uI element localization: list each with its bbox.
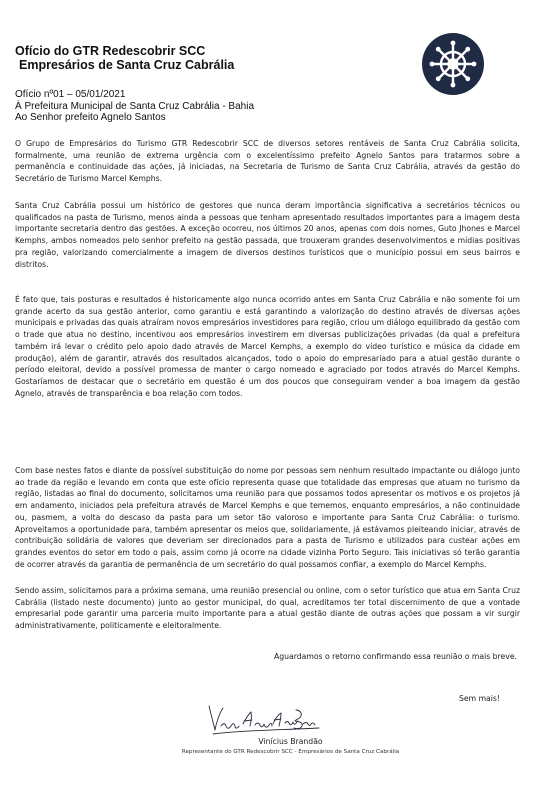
title-line-2: Empresários de Santa Cruz Cabrália [19,58,235,72]
address-block [15,89,254,124]
signer-role: Representante do GTR Redescobrir SCC - Empresários de Santa Cruz Cabrália [181,749,400,755]
ship-wheel-icon [422,33,484,95]
recipient-line: À Prefeitura Municipal de Santa Cruz Cabrália - Bahia [15,100,255,112]
sign-off: Sem mais! [459,694,500,703]
reference-line: Ofício nº01 – 05/01/2021 [15,89,126,100]
body-paragraph-1: O Grupo de Empresários do Turismo GTR Redescobrir SCC de diversos setores rentáveis de Santa Cruz Cabrália solicita, formalmente, uma reunião de extrema urgência com o excelentíssimo prefeito Agnelo Santos para tratarmos sobre a permanência e continuidade das ações, já iniciadas, na Secretaria de Turismo de Santa Cruz Cabrália, através da gestão do Secretário de Turismo Marcel Kemphs. [15,139,520,184]
body-paragraph-5: Sendo assim, solicitamos para a próxima semana, uma reunião presencial ou online, com o setor turístico que atua em Santa Cruz Cabrália (listado neste documento) junto ao gestor municipal, do qual, acreditamos ter total discernimento de que a vontade empresarial pode garantir uma parceria muito importante para a atual gestão diante de outras ações que possam a vir surgir administrativamente, politicamente e eleitoralmente. [15,586,520,631]
body-paragraph-3: É fato que, tais posturas e resultados é historicamente algo nunca ocorrido antes em Santa Cruz Cabrália e não somente foi um grande acerto da sua gestão anterior, como garantiu e está garantindo a valorização do destino através de diversas ações municipais e privadas das quais atraíram novos empresários investidores para região, criou um diálogo equilibrado da gestão com o trade que atua no destino, incentivou aos empresários investirem em diversas publicizações privadas (da qual a prefeitura também irá levar o crédito pelo apoio dado através de Marcel Kemphs, a exemplo do vídeo turístico e música da cidade em produção), além de garantir, através dos resultados alcançados, todo o apoio do empresariado para a atual gestão durante o período eleitoral, devido a possível promessa de manter o cargo nomeado e agraciado por todos através do Marcel Kemphs. Gostaríamos de destacar que o secretário em questão é um dos poucos que conseguiram vender a boa imagem da gestão Agnelo, através de transparência e boa relação com todos. [15,295,520,398]
body-paragraph-2: Santa Cruz Cabrália possui um histórico de gestores que nunca deram importância significativa a secretários técnicos ou qualificados na pasta de Turismo, menos ainda a pessoas que tenham apresentado resultados importantes para a imagem desta importante secretaria dentro das gestões. A exceção ocorreu, nos últimos 20 anos, apenas com dois nomes, Guto Jhones e Marcel Kemphs, ambos nomeados pelo senhor prefeito na gestão passada, que trouxeram grandes desenvolvimentos e mídias positivas pra região, valorizando comercialmente a imagem de diversos destinos turísticos que o município possui em seus bairros e distritos. [15,201,520,269]
letter-title [15,44,234,72]
closing-line: Aguardamos o retorno confirmando essa reunião o mais breve. [274,652,517,661]
body-paragraph-4: Com base nestes fatos e diante da possível substituição do nome por pessoas sem nenhum resultado impactante ou diálogo junto ao trade da região e levando em conta que este ofício representa quase que totalidade das empresas que atuam no turismo da região, listadas ao final do documento, solicitamos uma reunião para que possamos todos apresentar os motivos e os projetos já em andamento, iniciados pela prefeitura através de Marcel Kemphs e que tememos, enquanto empresários, a não continuidade ou, pasmem, a volta do descaso da pasta para um setor tão valoroso e importante para Santa Cruz Cabrália: o turismo. Aproveitamos a oportunidade para, também apresentar os meios que, solidariamente, já estávamos pleiteando iniciar, através de contribuição solidária de valores que deveriam ser direcionados para a pasta de Turismo e utilizados para custear ações em grandes eventos do setor em todo o país, assim como já ocorre na cidade vizinha Porto Seguro. Tais iniciativas só terão garantia de ocorrer através da garantia de permanência de um secretário do qual possamos confiar, a exemplo do Marcel Kemphs. [15,466,520,569]
signer-name: Vinícius Brandão [258,737,323,746]
title-line-1: Ofício do GTR Redescobrir SCC [15,44,206,58]
attention-line: Ao Senhor prefeito Agnelo Santos [15,112,166,124]
